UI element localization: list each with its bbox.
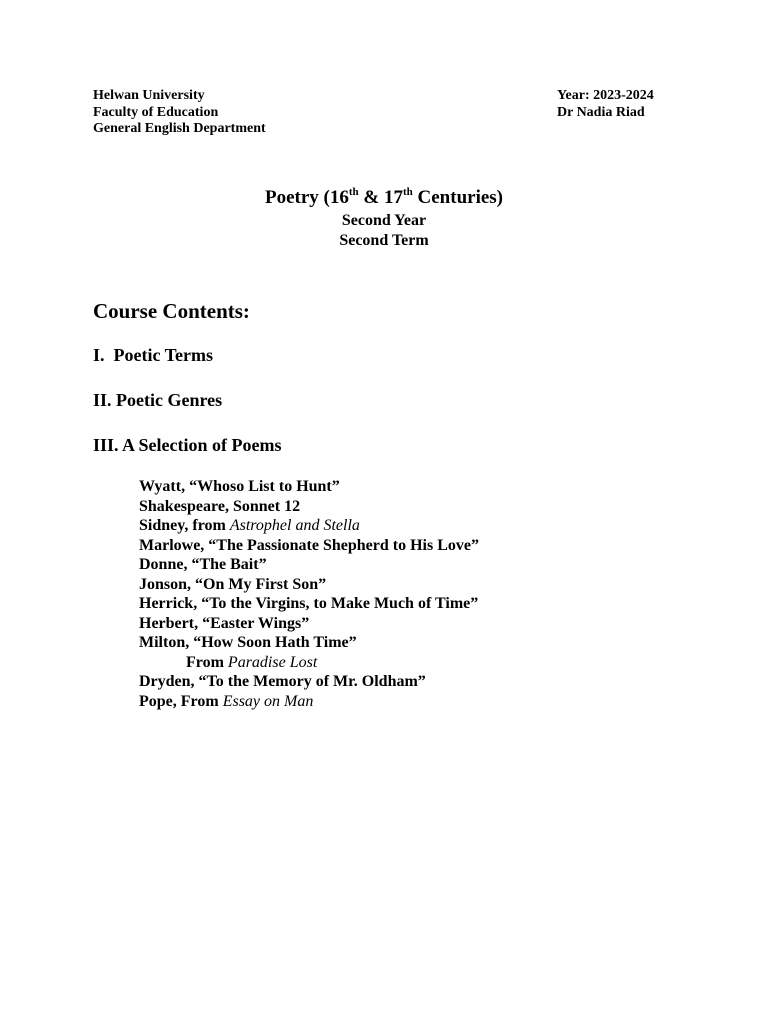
course-title [0, 185, 768, 211]
course-contents-heading: Course Contents: [93, 299, 250, 323]
title-block [0, 185, 768, 251]
poem-item: Milton, “How Soon Hath Time” [139, 634, 357, 651]
study-term: Second Term [339, 232, 429, 249]
section-selection-of-poems: III. A Selection of Poems [93, 435, 282, 455]
instructor-name: Dr Nadia Riad [557, 104, 645, 120]
course-title-sup2: th [402, 185, 413, 198]
poem-item: Shakespeare, Sonnet 12 [139, 497, 301, 515]
poem-item: Herrick, “To the Virgins, to Make Much of Time” [139, 595, 479, 612]
poem-item: Pope, From Essay on Man [139, 692, 314, 710]
study-year: Second Year [341, 212, 427, 229]
poem-item: Dryden, “To the Memory of Mr. Oldham” [139, 673, 426, 690]
university-name: Helwan University [93, 88, 205, 103]
poem-item: Jonson, “On My First Son” [139, 575, 327, 593]
poem-list [139, 477, 479, 711]
course-title-part1: Poetry (16 [264, 187, 349, 208]
course-meta-header [557, 88, 654, 121]
poem-item: Donne, “The Bait” [139, 556, 267, 573]
poem-item: Marlowe, “The Passionate Shepherd to His Love” [139, 536, 479, 554]
poem-item: Wyatt, “Whoso List to Hunt” [139, 478, 340, 495]
poem-item: Sidney, from Astrophel and Stella [139, 517, 360, 534]
institution-header [93, 88, 266, 138]
course-title-part3: Centuries) [412, 187, 503, 208]
course-title-part2: & 17 [358, 187, 403, 208]
faculty-name: Faculty of Education [93, 104, 219, 120]
section-poetic-genres: II. Poetic Genres [93, 390, 223, 410]
section-poetic-terms: I. Poetic Terms [93, 345, 213, 365]
academic-year: Year: 2023-2024 [557, 88, 654, 103]
course-title-sup1: th [348, 185, 359, 198]
department-name: General English Department [93, 121, 266, 136]
poem-item: Herbert, “Easter Wings” [139, 614, 310, 632]
poem-item-sub: From Paradise Lost [186, 653, 318, 671]
